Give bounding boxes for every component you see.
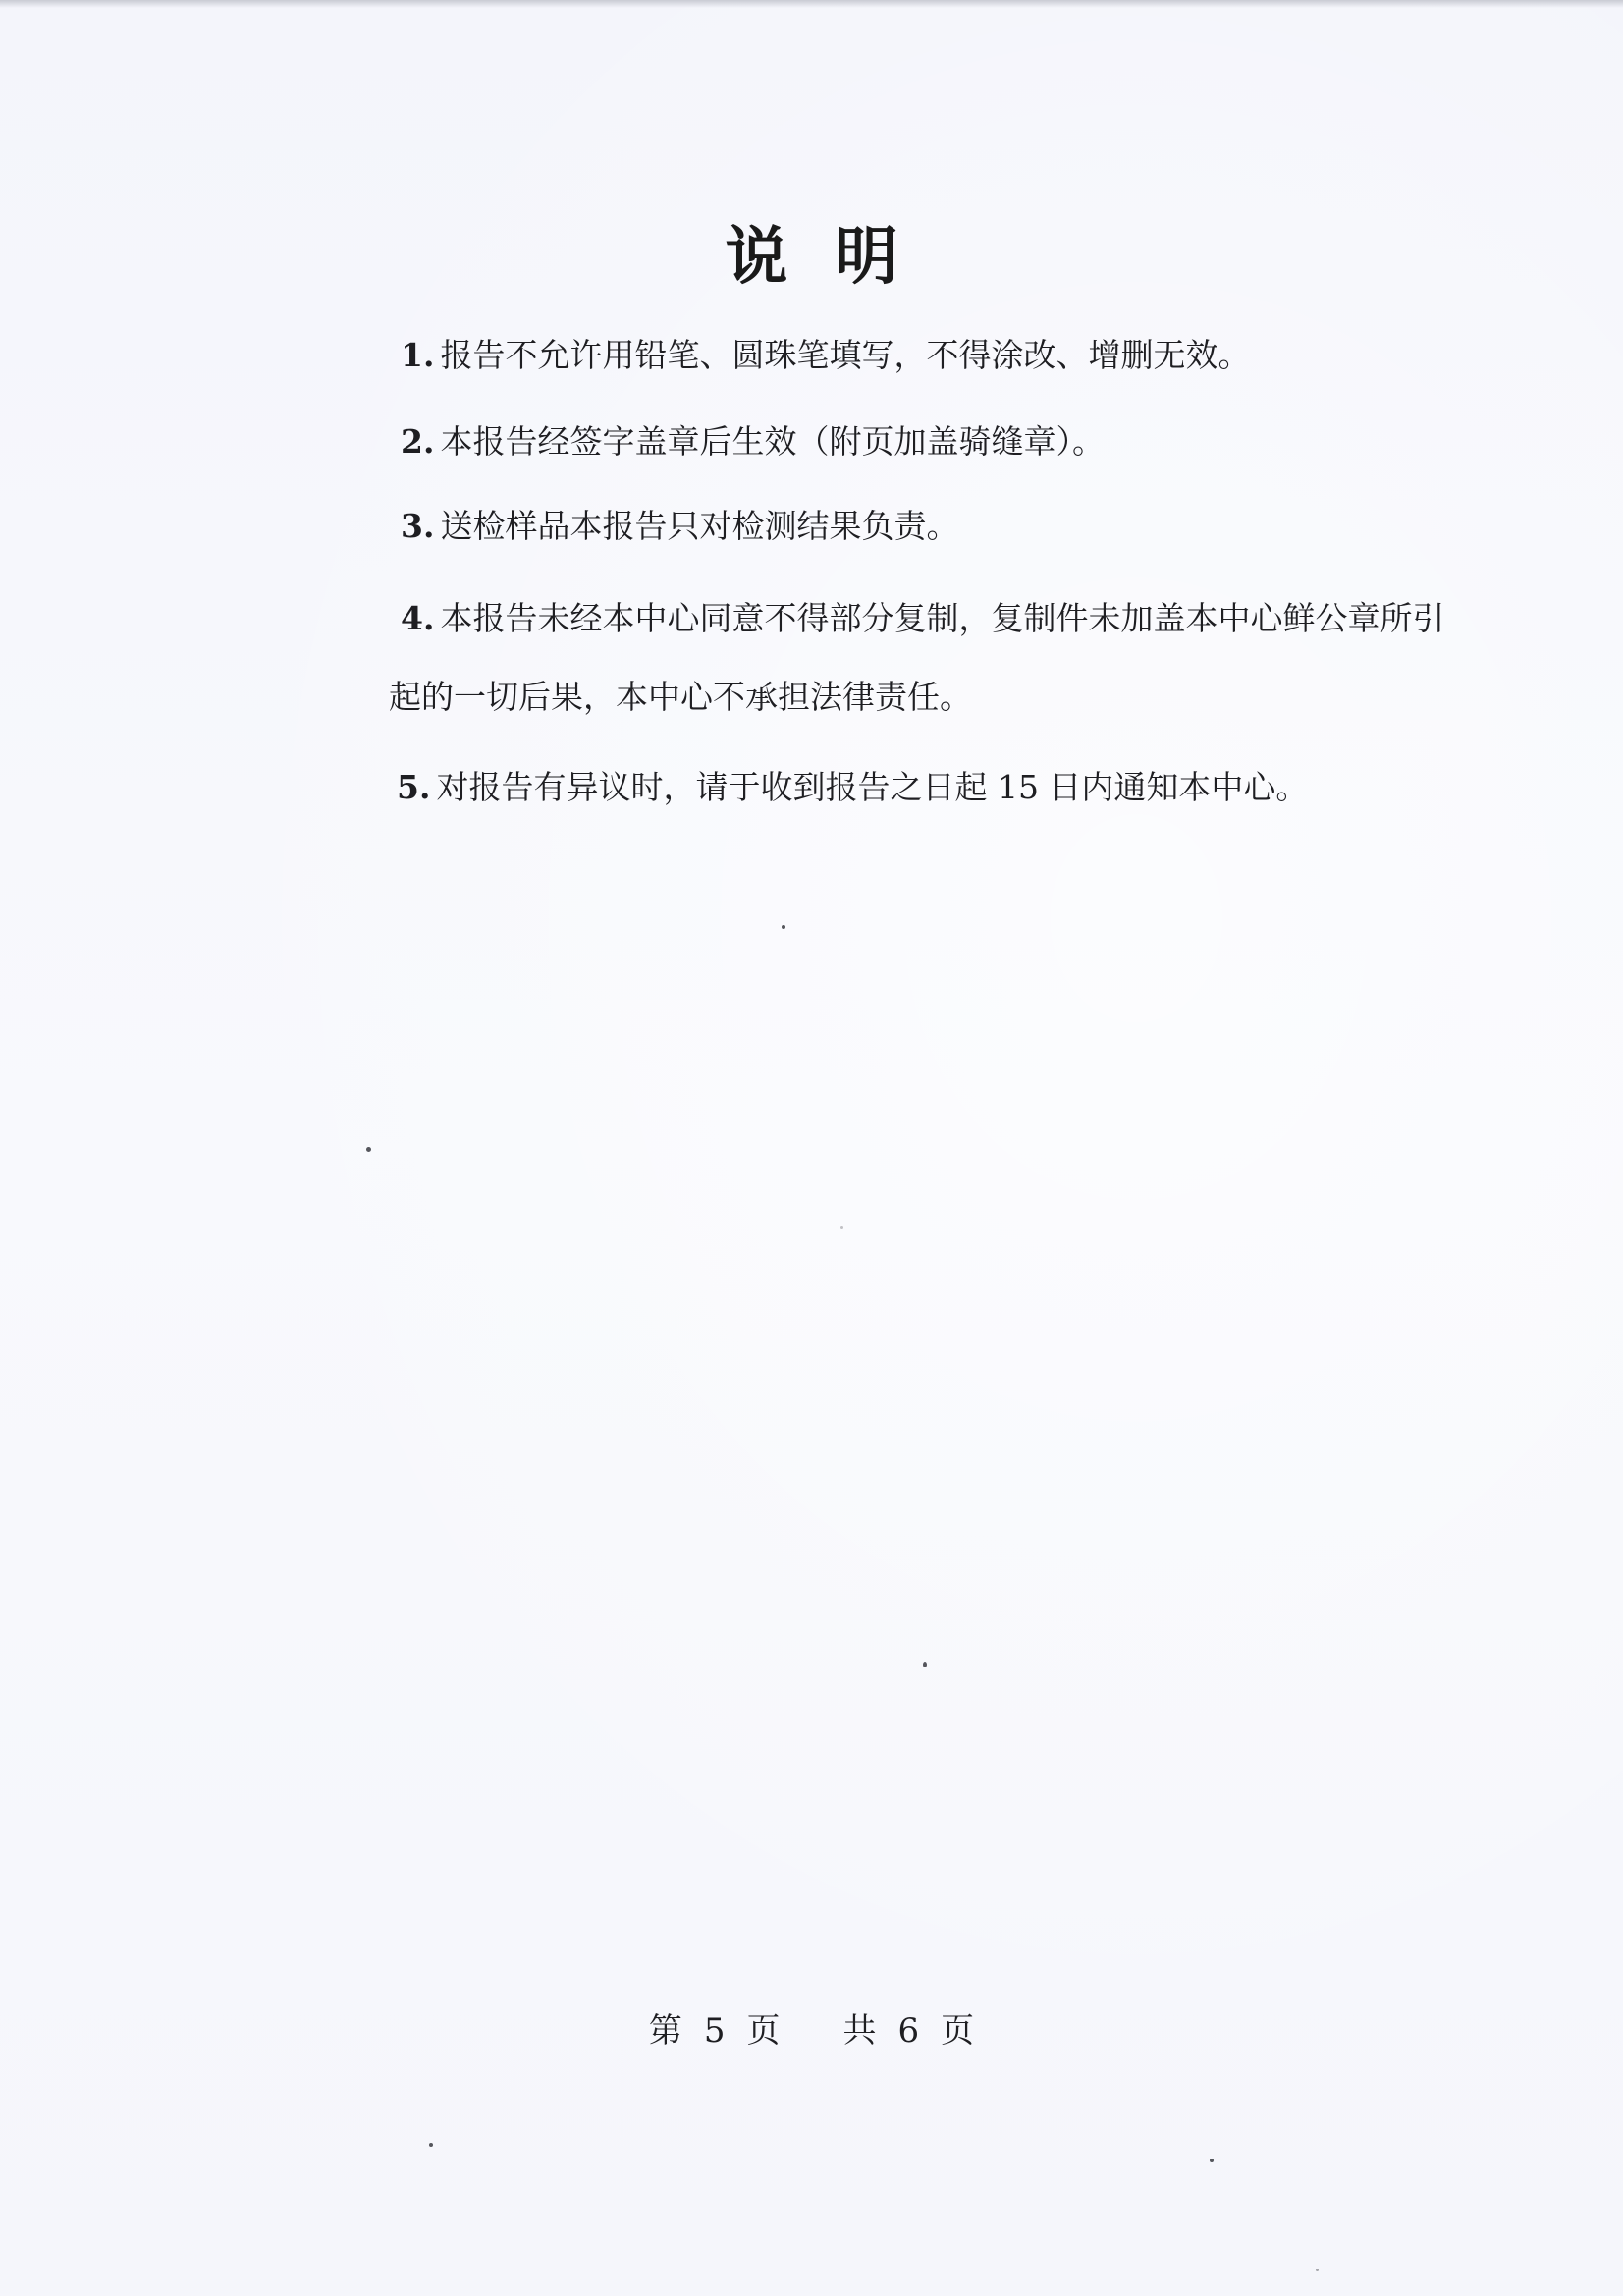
note-item-2	[401, 420, 1105, 464]
note-number: 2.	[401, 422, 435, 461]
note-item-5	[397, 766, 1308, 809]
scan-speck	[429, 2143, 433, 2147]
note-text: 起的一切后果，本中心不承担法律责任。	[389, 678, 972, 716]
scan-edge	[0, 0, 1623, 8]
page-title: 说明	[725, 220, 946, 294]
scan-speck	[1210, 2159, 1214, 2162]
note-text: 本报告经签字盖章后生效（附页加盖骑缝章）。	[440, 422, 1105, 461]
scan-speck	[782, 925, 785, 929]
note-number: 5.	[397, 768, 431, 806]
total-label-pre: 共	[842, 2011, 877, 2050]
total-label-post: 页	[941, 2011, 975, 2050]
note-item-4	[401, 597, 1444, 640]
note-text: 本报告未经本中心同意不得部分复制，复制件未加盖本中心鲜公章所引	[440, 599, 1445, 637]
note-number: 1.	[401, 336, 435, 374]
note-text: 对报告有异议时，请于收到报告之日起 15 日内通知本中心。	[436, 768, 1309, 806]
page-footer	[0, 2003, 1623, 2051]
page-label-pre: 第	[648, 2011, 682, 2050]
scan-speck	[840, 1226, 843, 1229]
scan-speck	[366, 1147, 371, 1152]
note-number: 3.	[401, 507, 435, 545]
note-number: 4.	[401, 599, 435, 637]
page-number: 5	[703, 2011, 726, 2050]
scan-speck	[923, 1662, 927, 1667]
note-item-3	[401, 505, 958, 548]
note-text: 送检样品本报告只对检测结果负责。	[440, 507, 959, 545]
page-label-post: 页	[746, 2011, 781, 2050]
scan-speck	[1316, 2269, 1319, 2271]
total-pages: 6	[897, 2011, 920, 2050]
note-text: 报告不允许用铅笔、圆珠笔填写，不得涂改、增删无效。	[440, 336, 1251, 374]
note-item-4-continued	[389, 676, 972, 719]
note-item-1	[401, 334, 1250, 377]
